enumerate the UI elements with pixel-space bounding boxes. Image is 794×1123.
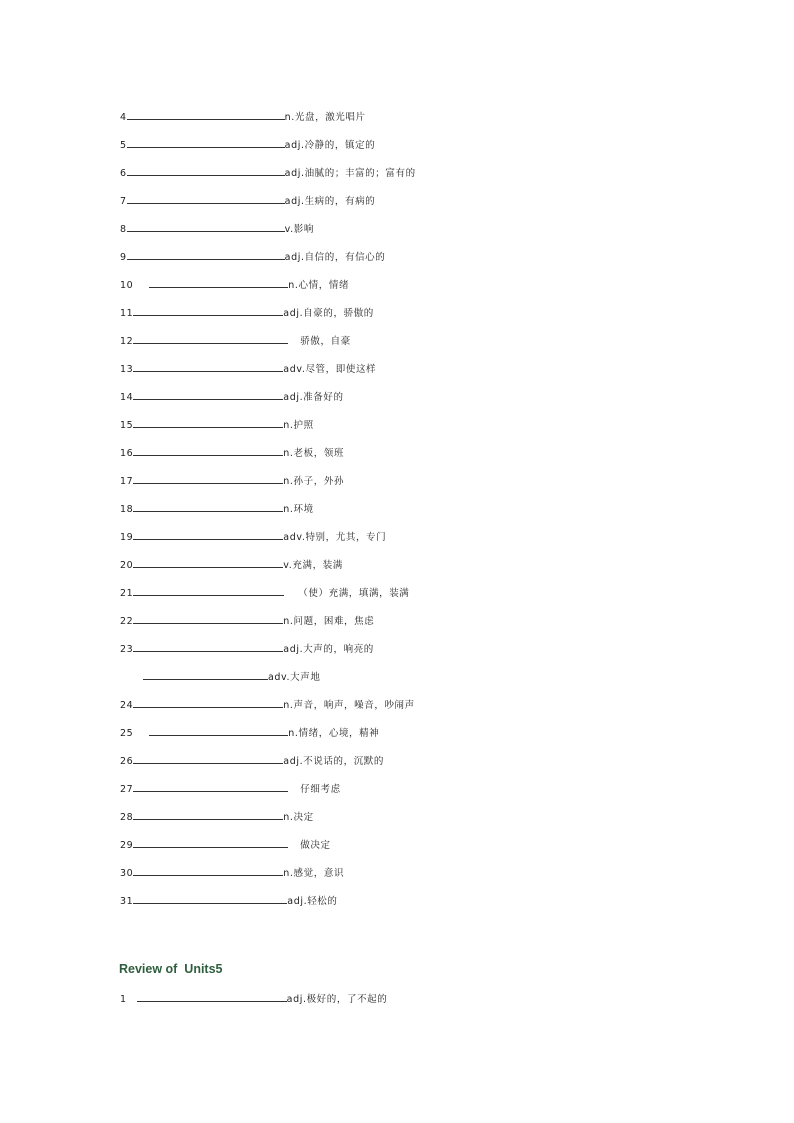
vocab-row — [120, 838, 331, 852]
answer-blank[interactable] — [133, 782, 288, 792]
row-number: 11 — [120, 308, 134, 319]
row-number: 10 — [120, 280, 134, 291]
answer-blank[interactable] — [133, 866, 283, 876]
vocab-row — [120, 166, 416, 180]
vocab-row — [120, 782, 341, 796]
row-definition: adj.自信的，有信心的 — [284, 252, 386, 263]
row-number: 4 — [120, 112, 127, 123]
row-definition: 仔细考虑 — [300, 784, 341, 795]
answer-blank[interactable] — [133, 390, 283, 400]
answer-blank[interactable] — [133, 754, 283, 764]
vocab-row — [120, 866, 344, 880]
row-number: 19 — [120, 532, 134, 543]
row-number: 6 — [120, 168, 127, 179]
vocab-row — [120, 474, 344, 488]
row-number: 15 — [120, 420, 134, 431]
vocab-row — [120, 698, 415, 712]
row-number: 22 — [120, 616, 134, 627]
answer-blank[interactable] — [133, 474, 283, 484]
answer-blank[interactable] — [143, 670, 268, 680]
answer-blank[interactable] — [149, 726, 288, 736]
row-definition: adj.生病的，有病的 — [284, 196, 376, 207]
row-number: 9 — [120, 252, 127, 263]
answer-blank[interactable] — [133, 838, 288, 848]
answer-blank[interactable] — [133, 334, 288, 344]
row-number: 20 — [120, 560, 134, 571]
answer-blank[interactable] — [133, 810, 283, 820]
row-number: 25 — [120, 728, 134, 739]
row-definition: n.护照 — [283, 420, 314, 431]
row-number: 7 — [120, 196, 127, 207]
vocab-row — [120, 530, 386, 544]
row-definition: adv.尽管，即使这样 — [283, 364, 377, 375]
row-number: 1 — [120, 994, 127, 1005]
row-definition: n.老板，领班 — [283, 448, 345, 459]
answer-blank[interactable] — [149, 278, 288, 288]
row-definition: v.影响 — [284, 224, 314, 235]
vocab-row — [120, 642, 374, 656]
answer-blank[interactable] — [133, 894, 287, 904]
row-number: 17 — [120, 476, 134, 487]
vocab-row — [120, 558, 343, 572]
review-row — [120, 992, 387, 1006]
row-number: 30 — [120, 868, 134, 879]
vocab-row — [120, 250, 385, 264]
vocab-row — [120, 278, 349, 292]
row-number: 26 — [120, 756, 134, 767]
row-definition: adj.准备好的 — [283, 392, 344, 403]
vocab-row — [120, 614, 374, 628]
row-definition: adj.轻松的 — [287, 896, 338, 907]
vocab-row — [120, 502, 314, 516]
row-number: 24 — [120, 700, 134, 711]
answer-blank[interactable] — [133, 530, 283, 540]
vocab-row — [120, 446, 344, 460]
row-definition: n.感觉，意识 — [283, 868, 345, 879]
row-definition: n.声音，响声，噪音，吵闹声 — [283, 700, 415, 711]
row-definition: adj.自豪的，骄傲的 — [283, 308, 374, 319]
vocab-row — [120, 894, 338, 908]
row-number: 29 — [120, 840, 134, 851]
row-number: 8 — [120, 224, 127, 235]
answer-blank[interactable] — [127, 194, 285, 204]
row-number: 13 — [120, 364, 134, 375]
section-heading: Review of Units5 — [119, 962, 223, 976]
answer-blank[interactable] — [133, 586, 284, 596]
vocab-row — [120, 418, 314, 432]
row-number: 5 — [120, 140, 127, 151]
row-definition: adj.极好的，了不起的 — [286, 994, 388, 1005]
vocab-row — [120, 754, 384, 768]
row-definition: 做决定 — [300, 840, 331, 851]
row-definition: adj.不说话的，沉默的 — [283, 756, 385, 767]
answer-blank[interactable] — [133, 642, 283, 652]
row-definition: adv.大声地 — [268, 672, 321, 683]
row-definition: n.情绪，心境，精神 — [288, 728, 380, 739]
row-number: 31 — [120, 896, 134, 907]
answer-blank[interactable] — [127, 166, 285, 176]
vocab-row — [120, 194, 375, 208]
answer-blank[interactable] — [133, 362, 283, 372]
vocab-row — [120, 586, 409, 600]
row-definition: n.决定 — [283, 812, 314, 823]
row-number: 23 — [120, 644, 134, 655]
vocab-row — [120, 138, 375, 152]
vocab-row — [120, 810, 314, 824]
row-definition: n.光盘，激光唱片 — [284, 112, 366, 123]
answer-blank[interactable] — [133, 698, 283, 708]
vocab-row — [120, 362, 376, 376]
vocab-row — [120, 306, 374, 320]
row-number: 27 — [120, 784, 134, 795]
row-number: 21 — [120, 588, 134, 599]
answer-blank[interactable] — [137, 992, 287, 1002]
answer-blank[interactable] — [133, 418, 283, 428]
row-number: 18 — [120, 504, 134, 515]
vocab-row — [120, 390, 344, 404]
vocab-row — [120, 726, 379, 740]
answer-blank[interactable] — [127, 222, 285, 232]
row-definition: adj.油腻的；丰富的；富有的 — [284, 168, 416, 179]
row-number: 28 — [120, 812, 134, 823]
vocab-row — [120, 110, 366, 124]
row-definition: v.充满，装满 — [283, 560, 343, 571]
row-number: 12 — [120, 336, 134, 347]
row-number: 16 — [120, 448, 134, 459]
row-number: 14 — [120, 392, 134, 403]
answer-blank[interactable] — [133, 558, 283, 568]
vocab-row — [143, 670, 320, 684]
answer-blank[interactable] — [133, 446, 283, 456]
answer-blank[interactable] — [127, 110, 285, 120]
answer-blank[interactable] — [127, 138, 285, 148]
row-definition: adj.大声的，响亮的 — [283, 644, 374, 655]
row-definition: adv.特别，尤其，专门 — [283, 532, 387, 543]
row-definition: n.问题，困难，焦虑 — [283, 616, 375, 627]
answer-blank[interactable] — [127, 250, 285, 260]
vocab-row — [120, 222, 314, 236]
answer-blank[interactable] — [133, 306, 283, 316]
vocab-row — [120, 334, 351, 348]
row-definition: 骄傲，自豪 — [300, 336, 351, 347]
answer-blank[interactable] — [133, 502, 283, 512]
row-definition: adj.冷静的，镇定的 — [284, 140, 376, 151]
row-definition: n.心情，情绪 — [288, 280, 350, 291]
row-definition: n.环境 — [283, 504, 314, 515]
row-definition: n.孙子，外孙 — [283, 476, 345, 487]
answer-blank[interactable] — [133, 614, 283, 624]
row-definition: （使）充满，填满，装满 — [298, 588, 410, 599]
